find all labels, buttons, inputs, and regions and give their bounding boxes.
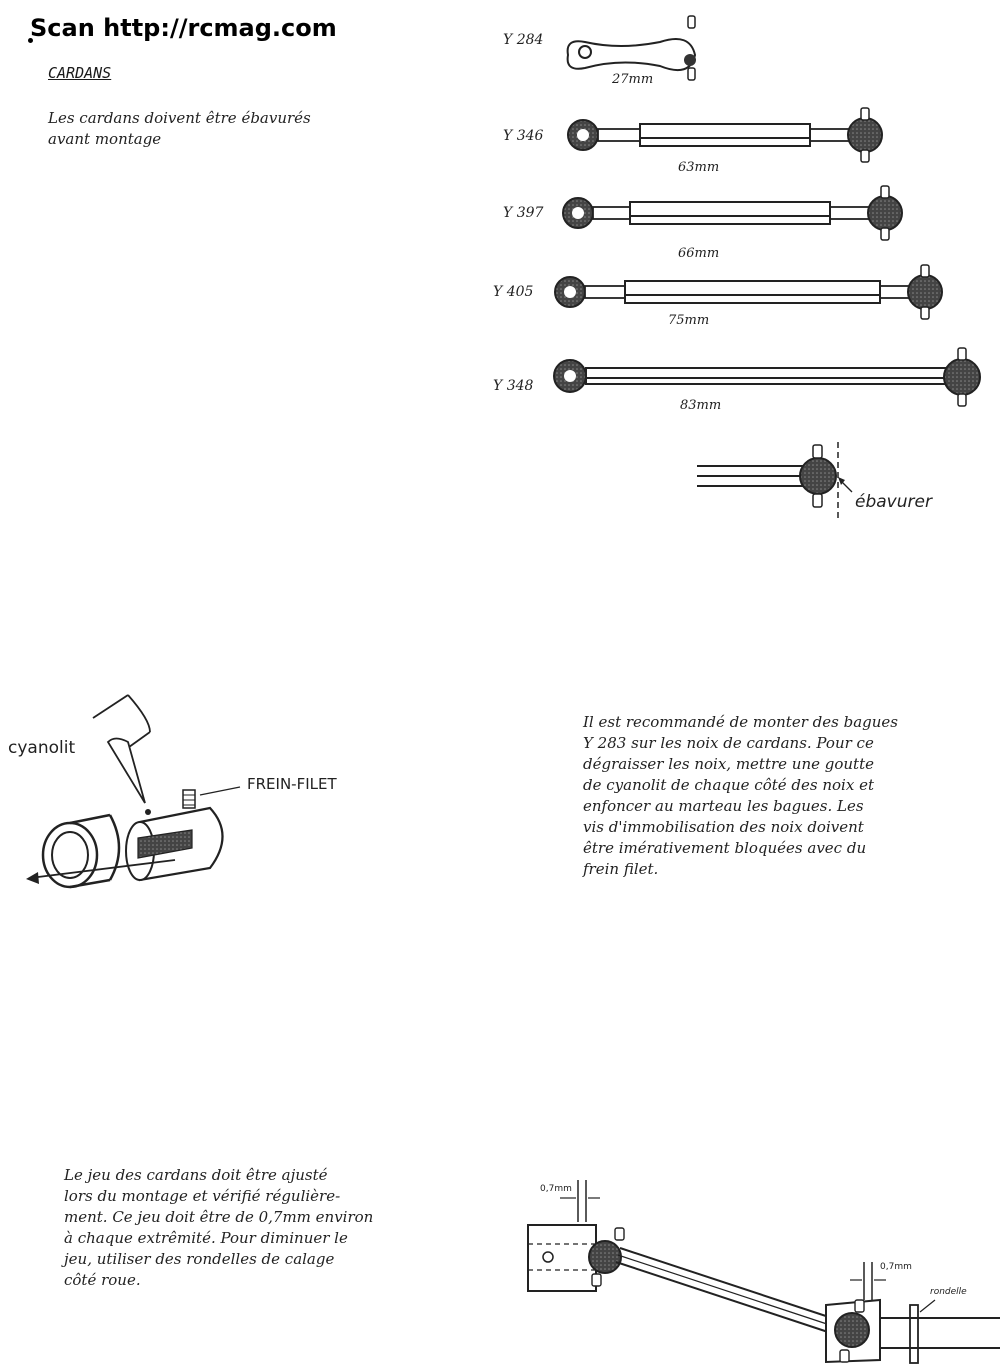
shaft-y346-drawing bbox=[568, 108, 882, 162]
shaft-code: Y 348 bbox=[493, 378, 534, 394]
shaft-length: 27mm bbox=[612, 72, 654, 87]
thread-lock-label: FREIN-FILET bbox=[247, 775, 337, 793]
intro-text: Les cardans doivent être ébavurés avant montage bbox=[48, 109, 311, 148]
washer-label: rondelle bbox=[930, 1287, 967, 1297]
gap-label-right: 0,7mm bbox=[880, 1262, 912, 1272]
glue-figure-drawing bbox=[26, 695, 240, 887]
play-figure-drawing bbox=[528, 1180, 1000, 1363]
shaft-y397-drawing bbox=[563, 186, 902, 240]
play-paragraph: Le jeu des cardans doit être ajusté lors du montage et vérifié régulière- ment. Ce jeu doit être de 0,7mm environ à chaque extrêmité. Pour diminuer le jeu, utiliser des rondelles de calage côté roue. bbox=[64, 1166, 374, 1289]
shaft-length: 75mm bbox=[668, 313, 710, 328]
shaft-length: 63mm bbox=[678, 160, 720, 175]
shaft-y405-drawing bbox=[555, 265, 942, 319]
deburr-detail-drawing bbox=[697, 442, 852, 520]
shaft-code: Y 284 bbox=[503, 32, 544, 48]
shaft-y284-drawing bbox=[568, 16, 696, 80]
shaft-length: 66mm bbox=[678, 246, 720, 261]
shaft-code: Y 397 bbox=[503, 205, 544, 221]
shaft-code: Y 405 bbox=[493, 284, 534, 300]
shaft-length: 83mm bbox=[680, 398, 722, 413]
deburr-label: ébavurer bbox=[855, 492, 932, 512]
shaft-code: Y 346 bbox=[503, 128, 544, 144]
scan-header: Scan http://rcmag.com bbox=[30, 14, 337, 42]
shaft-y348-drawing bbox=[554, 348, 980, 406]
rings-paragraph: Il est recommandé de monter des bagues Y 283 sur les noix de cardans. Pour ce dégraisser les noix, mettre une goutte de cyanolit de chaque côté des noix et enfoncer au marteau les bagues. Les vis d'immobilisation des noix doivent être imérativement bloquées avec du frein filet. bbox=[583, 713, 898, 878]
section-title: CARDANS bbox=[48, 64, 112, 82]
cyanolit-label: cyanolit bbox=[8, 738, 76, 758]
gap-label-left: 0,7mm bbox=[540, 1184, 572, 1194]
